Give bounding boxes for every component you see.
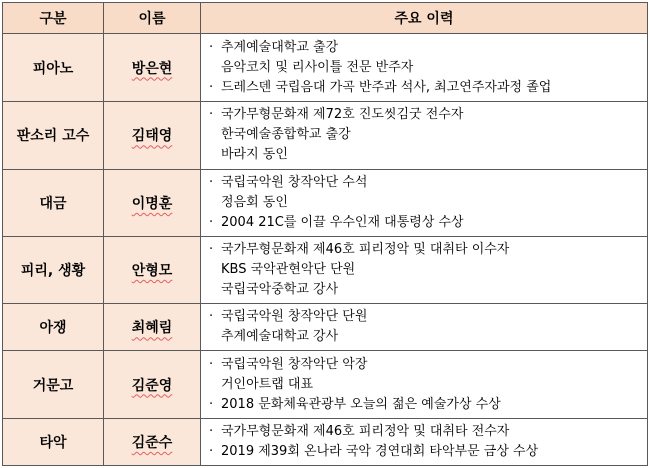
history-line	[209, 442, 643, 462]
category-cell: 피아노	[3, 34, 104, 102]
history-line	[209, 422, 643, 442]
category-cell: 거문고	[3, 351, 104, 418]
history-text: 국립국악중학교 강사	[221, 282, 339, 298]
performer-name: 김준영	[131, 377, 173, 394]
category-cell: 대금	[3, 169, 104, 236]
bullet-dot-icon: ·	[209, 396, 214, 412]
category-cell: 아쟁	[3, 304, 104, 351]
bullet-dot-icon: ·	[209, 174, 214, 190]
table-row	[3, 304, 648, 351]
history-line	[209, 38, 643, 58]
performer-name: 안형모	[131, 263, 173, 280]
table-row	[3, 236, 648, 303]
history-text: 드레스덴 국립음대 가곡 반주과 석사, 최고연주자과정 졸업	[221, 79, 552, 95]
name-cell	[104, 304, 201, 351]
history-line	[209, 145, 643, 165]
name-cell	[104, 351, 201, 418]
table-row	[3, 418, 648, 465]
history-text: 국가무형문화재 제72호 진도씻김굿 전수자	[221, 107, 464, 123]
history-line	[209, 125, 643, 145]
history-line	[209, 280, 643, 300]
performer-name: 김태영	[131, 128, 173, 145]
history-cell	[201, 304, 648, 351]
history-cell	[201, 418, 648, 465]
history-text: 거인아트랩 대표	[221, 376, 314, 392]
table-row	[3, 169, 648, 236]
name-cell	[104, 236, 201, 303]
bullet-dot-icon: ·	[209, 356, 214, 372]
history-line	[209, 78, 643, 98]
history-cell	[201, 236, 648, 303]
history-text: 국립국악원 창작악단 단원	[221, 309, 368, 325]
history-line	[209, 395, 643, 415]
header-category: 구분	[3, 3, 104, 34]
performer-name: 최혜림	[131, 320, 173, 337]
bullet-dot-icon: ·	[209, 214, 214, 230]
bullet-dot-icon: ·	[209, 242, 214, 258]
history-line	[209, 173, 643, 193]
history-line	[209, 260, 643, 280]
performer-name: 방은현	[131, 60, 173, 77]
history-text: 국가무형문화재 제46호 피리정악 및 대취타 전수자	[221, 423, 510, 439]
table-row	[3, 102, 648, 169]
history-text: 추계예술대학교 출강	[221, 39, 339, 55]
category-cell: 판소리 고수	[3, 102, 104, 169]
name-cell	[104, 102, 201, 169]
performer-table	[2, 2, 648, 466]
history-text: 2004 21C를 이끌 우수인재 대통령상 수상	[221, 214, 464, 230]
history-cell	[201, 169, 648, 236]
history-text: KBS 국악관현악단 단원	[221, 262, 356, 278]
history-text: 2018 문화체육관광부 오늘의 젊은 예술가상 수상	[221, 396, 501, 412]
bullet-dot-icon: ·	[209, 443, 214, 459]
history-line	[209, 307, 643, 327]
history-text: 국가무형문화재 제46호 피리정악 및 대취타 이수자	[221, 242, 510, 258]
category-cell: 타악	[3, 418, 104, 465]
history-line	[209, 240, 643, 260]
name-cell	[104, 418, 201, 465]
history-line	[209, 375, 643, 395]
bullet-dot-icon: ·	[209, 309, 214, 325]
history-cell	[201, 34, 648, 102]
header-name: 이름	[104, 3, 201, 34]
category-cell: 피리, 생황	[3, 236, 104, 303]
table-row	[3, 34, 648, 102]
history-line	[209, 213, 643, 233]
table-row	[3, 351, 648, 418]
history-line	[209, 327, 643, 347]
name-cell	[104, 169, 201, 236]
history-text: 바라지 동인	[221, 147, 288, 163]
history-cell	[201, 102, 648, 169]
history-text: 한국예술종합학교 출강	[221, 127, 351, 143]
performer-name: 김준수	[131, 434, 173, 451]
bullet-dot-icon: ·	[209, 79, 214, 95]
history-text: 추계예술대학교 강사	[221, 329, 339, 345]
history-line	[209, 58, 643, 78]
performer-name: 이명훈	[131, 195, 173, 212]
history-line	[209, 355, 643, 375]
history-line	[209, 193, 643, 213]
bullet-dot-icon: ·	[209, 107, 214, 123]
history-text: 2019 제39회 온나라 국악 경연대회 타악부문 금상 수상	[221, 443, 539, 459]
history-line	[209, 105, 643, 125]
header-row	[3, 3, 648, 34]
history-text: 국립국악원 창작악단 악장	[221, 356, 368, 372]
name-cell	[104, 34, 201, 102]
history-text: 정음회 동인	[221, 194, 288, 210]
bullet-dot-icon: ·	[209, 39, 214, 55]
bullet-dot-icon: ·	[209, 423, 214, 439]
history-cell	[201, 351, 648, 418]
history-text: 음악코치 및 리사이틀 전문 반주자	[221, 59, 414, 75]
history-text: 국립국악원 창작악단 수석	[221, 174, 368, 190]
header-history: 주요 이력	[201, 3, 648, 34]
